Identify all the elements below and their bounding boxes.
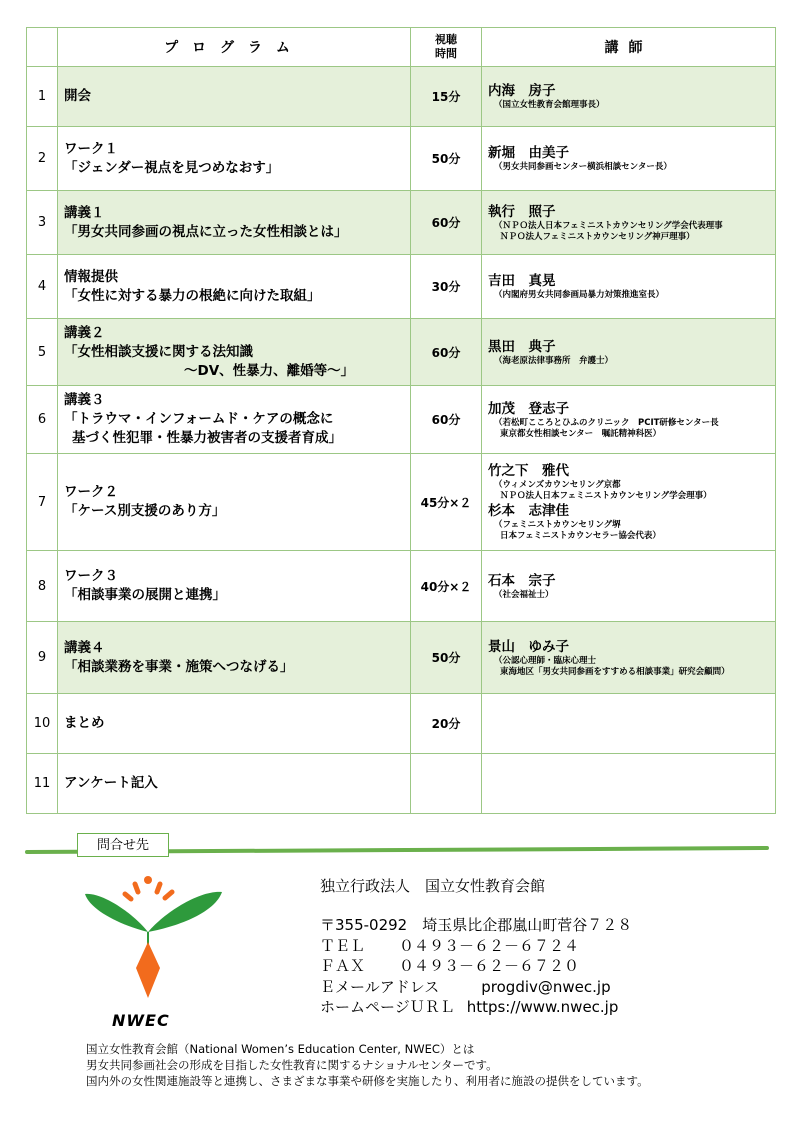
row-program-title [58, 127, 411, 191]
row-number: 6 [27, 386, 58, 454]
instructor-name: 新堀 由美子 [488, 145, 569, 161]
program-title-line: アンケート記入 [64, 775, 158, 791]
program-title-line: ワーク２ [64, 484, 118, 500]
program-title-line: ワーク３ [64, 568, 118, 584]
row-instructors [482, 127, 776, 191]
row-duration: 50分 [411, 127, 482, 191]
table-row [27, 622, 776, 694]
instructor-name: 黒田 典子 [488, 338, 556, 355]
program-title-line: 情報提供 [64, 268, 118, 285]
program-title-line: 「女性相談支援に関する法知識 [64, 343, 253, 360]
row-number: 1 [27, 67, 58, 127]
program-title-line: 「トラウマ・インフォームド・ケアの概念に [64, 411, 334, 427]
header-duration-line2: 時間 [435, 47, 457, 60]
row-instructors [482, 694, 776, 754]
row-number: 4 [27, 255, 58, 319]
instructor-affiliation: （国立女性教育会館理事長） [494, 100, 605, 110]
header-program: プログラム [58, 28, 411, 67]
row-instructors [482, 319, 776, 386]
program-title-line: 講義２ [64, 324, 105, 341]
row-duration: 60分 [411, 319, 482, 386]
row-duration: 60分 [411, 191, 482, 255]
fax-number: ０４９３－６２－６７２０ [399, 957, 580, 975]
instructor-affiliation: （ウィメンズカウンセリング京都 [494, 480, 621, 490]
row-instructors [482, 386, 776, 454]
tel-number: ０４９３－６２－６７２４ [399, 936, 580, 955]
homepage-line [320, 997, 632, 1018]
program-title-line: 講義３ [64, 392, 105, 408]
table-row [27, 67, 776, 127]
instructor-affiliation: （海老原法律事務所 弁護士） [494, 355, 614, 366]
instructor-affiliation: ＮＰＯ法人日本フェミニストカウンセリング学会理事） [500, 491, 712, 501]
program-title-line: まとめ [64, 715, 105, 731]
instructor-name: 加茂 登志子 [488, 400, 569, 417]
row-program-title [58, 551, 411, 622]
row-duration: 60分 [411, 386, 482, 454]
fax-label: ＦＡＸ [320, 957, 366, 975]
row-number: 3 [27, 191, 58, 255]
email-label: Ｅメールアドレス [320, 977, 440, 996]
program-title-line: 講義４ [64, 639, 105, 656]
table-row [27, 127, 776, 191]
footer-description [86, 1041, 649, 1089]
program-title-line: ワーク１ [64, 140, 118, 157]
row-instructors [482, 551, 776, 622]
row-program-title [58, 319, 411, 386]
row-instructors [482, 191, 776, 255]
postal-address: 〒355-0292 埼玉県比企郡嵐山町菅谷７２８ [320, 916, 633, 934]
instructor-affiliation: （社会福祉士） [494, 589, 554, 600]
table-row [27, 255, 776, 319]
table-row [27, 754, 776, 814]
row-duration: 45分×２ [411, 454, 482, 551]
table-header-row [27, 28, 776, 67]
tel-label: ＴＥＬ [320, 936, 366, 955]
program-title-line: 「男女共同参画の視点に立った女性相談とは」 [64, 223, 348, 240]
row-duration: 30分 [411, 255, 482, 319]
row-number: 8 [27, 551, 58, 622]
instructor-name: 内海 房子 [488, 83, 556, 99]
row-program-title [58, 754, 411, 814]
table-row [27, 454, 776, 551]
instructor-name: 竹之下 雅代 [488, 463, 569, 479]
program-title-line: 開会 [64, 88, 91, 104]
instructor-name: 杉本 志津佳 [488, 503, 569, 519]
email-line [320, 977, 632, 998]
instructor-affiliation: 東京都女性相談センター 嘱託精神科医） [500, 428, 662, 439]
row-program-title [58, 386, 411, 454]
program-title-line: 講義１ [64, 204, 105, 221]
row-number: 9 [27, 622, 58, 694]
row-duration: 20分 [411, 694, 482, 754]
program-title-line: 「相談業務を事業・施策へつなげる」 [64, 658, 294, 675]
footer-line: 男女共同参画社会の形成を目指した女性教育に関するナショナルセンターです。 [86, 1058, 498, 1072]
program-title-line: 「ケース別支援のあり方」 [64, 503, 226, 519]
instructor-name: 執行 照子 [488, 203, 556, 220]
instructor-name: 吉田 真晃 [488, 273, 556, 289]
table-row [27, 551, 776, 622]
header-number-cell [27, 28, 58, 67]
contact-label: 問合せ先 [77, 833, 169, 857]
row-duration [411, 754, 482, 814]
row-instructors [482, 67, 776, 127]
row-number: 5 [27, 319, 58, 386]
row-instructors [482, 255, 776, 319]
header-duration-line1: 視聴 [435, 33, 457, 46]
header-duration [411, 28, 482, 67]
row-program-title [58, 191, 411, 255]
row-program-title [58, 454, 411, 551]
instructor-affiliation: 東海地区「男女共同参画をすすめる相談事業」研究会顧問） [500, 666, 730, 677]
nwec-logo-icon [80, 870, 230, 1030]
instructor-affiliation: 日本フェミニストカウンセラー協会代表） [500, 531, 661, 541]
row-number: 10 [27, 694, 58, 754]
table-row [27, 694, 776, 754]
footer-line: 国立女性教育会館（National Women’s Education Center, NWEC）とは [86, 1042, 475, 1056]
row-program-title [58, 694, 411, 754]
program-title-line: ～DV、性暴力、離婚等～」 [184, 362, 355, 379]
row-program-title [58, 622, 411, 694]
instructor-affiliation: （男女共同参画センター横浜相談センター長） [494, 162, 672, 172]
row-instructors [482, 454, 776, 551]
row-duration: 15分 [411, 67, 482, 127]
program-title-line: 基づく性犯罪・性暴力被害者の支援者育成」 [72, 430, 342, 446]
fax-line [320, 956, 632, 977]
row-duration: 40分×２ [411, 551, 482, 622]
instructor-affiliation: （公認心理師・臨床心理士 [494, 655, 597, 666]
program-title-line: 「相談事業の展開と連携」 [64, 587, 226, 603]
tel-line [320, 936, 632, 957]
homepage-label: ホームページＵＲＬ [320, 998, 455, 1016]
instructor-name: 石本 宗子 [488, 572, 556, 589]
row-number: 7 [27, 454, 58, 551]
program-title-line: 「女性に対する暴力の根絶に向けた取組」 [64, 287, 321, 304]
organization-name: 独立行政法人 国立女性教育会館 [320, 877, 546, 895]
row-program-title [58, 255, 411, 319]
table-row [27, 319, 776, 386]
row-instructors [482, 622, 776, 694]
instructor-affiliation: （フェミニストカウンセリング堺 [494, 520, 621, 530]
contact-details [320, 915, 632, 1018]
instructor-affiliation: （内閣府男女共同参画局暴力対策推進室長） [494, 290, 665, 300]
instructor-name: 景山 ゆみ子 [488, 638, 569, 655]
instructor-affiliation: （若松町こころとひふのクリニック PCIT研修センター長 [494, 417, 719, 428]
email-address[interactable]: progdiv@nwec.jp [481, 977, 611, 996]
logo-text: NWEC [112, 1011, 170, 1030]
table-row [27, 191, 776, 255]
instructor-affiliation: ＮＰＯ法人フェミニストカウンセリング神戸理事） [500, 231, 695, 242]
row-number: 2 [27, 127, 58, 191]
row-program-title [58, 67, 411, 127]
program-title-line: 「ジェンダー視点を見つめなおす」 [64, 159, 280, 176]
table-row [27, 386, 776, 454]
row-duration: 50分 [411, 622, 482, 694]
row-instructors [482, 754, 776, 814]
row-number: 11 [27, 754, 58, 814]
program-table [26, 27, 776, 814]
header-instructor: 講師 [482, 28, 776, 67]
instructor-affiliation: （ＮＰＯ法人日本フェミニストカウンセリング学会代表理事 [494, 220, 723, 231]
homepage-url[interactable]: https://www.nwec.jp [466, 998, 619, 1016]
footer-line: 国内外の女性関連施設等と連携し、さまざまな事業や研修を実施したり、利用者に施設の提供をしています。 [86, 1074, 649, 1088]
